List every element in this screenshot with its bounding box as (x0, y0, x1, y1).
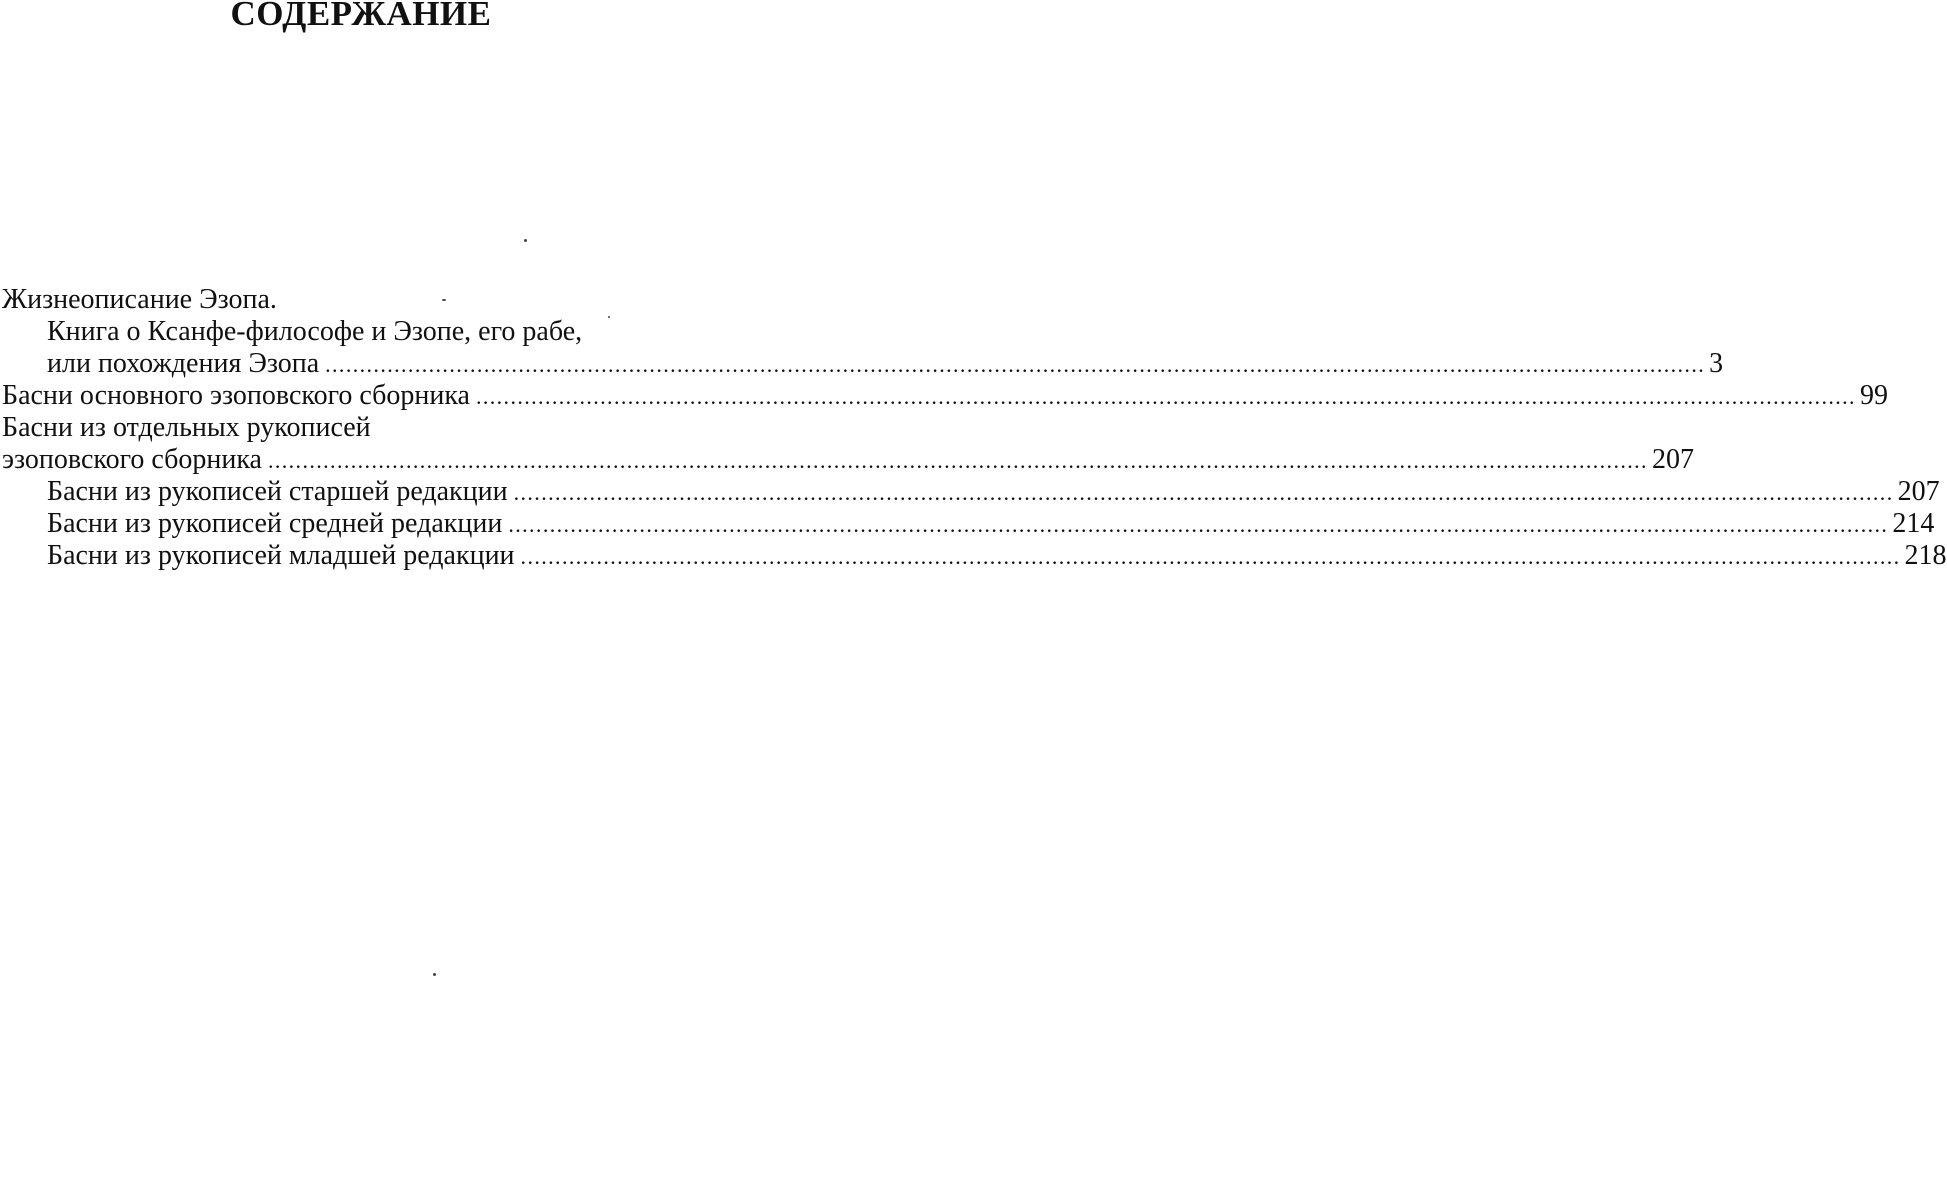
toc-entry-1-line-1: Жизнеописание Эзопа. (2, 284, 277, 315)
toc-entry-5-page: 214 (1892, 508, 1935, 539)
dot-leader: ........................................................................................................................................................................................................ (325, 352, 1706, 377)
toc-entry-6 (0, 540, 1947, 572)
toc-entry-5-text: Басни из рукописей средней редакции (47, 508, 503, 539)
toc-entry-5 (0, 508, 1935, 540)
toc-entry-1-line-3-text: или похождения Эзопа (47, 348, 320, 379)
page-title: СОДЕРЖАНИЕ (230, 0, 492, 33)
toc-entry-3-line-2-text: эзоповского сборника (2, 444, 262, 475)
scan-speck (608, 316, 610, 318)
toc-entry-2-page: 99 (1859, 380, 1888, 411)
toc-entry-1-page: 3 (1709, 348, 1724, 379)
toc-entry-2-text: Басни основного эзоповского сборника (2, 380, 470, 411)
toc-entry-6-page: 218 (1904, 540, 1947, 571)
toc-entry-2 (0, 380, 1888, 412)
dot-leader: ........................................................................................................................................................................................................ (475, 384, 1856, 409)
toc-entry-3-line-2 (0, 444, 1694, 476)
toc-entry-1-line-3 (0, 348, 1724, 380)
dot-leader: ........................................................................................................................................................................................................ (520, 544, 1901, 569)
scan-speck (442, 299, 446, 301)
toc-entry-3-page: 207 (1651, 444, 1694, 475)
toc-entry-4 (0, 476, 1940, 508)
toc-entry-6-text: Басни из рукописей младшей редакции (47, 540, 515, 571)
dot-leader: ........................................................................................................................................................................................................ (513, 480, 1894, 505)
scan-speck (524, 239, 527, 242)
toc-entry-4-page: 207 (1897, 476, 1940, 507)
table-of-contents (0, 284, 1947, 572)
toc-entry-3-line-1: Басни из отдельных рукописей (2, 412, 371, 443)
toc-entry-1-line-2: Книга о Ксанфе-философе и Эзопе, его рабе, (47, 316, 583, 347)
dot-leader: ........................................................................................................................................................................................................ (267, 448, 1648, 473)
dot-leader: ........................................................................................................................................................................................................ (508, 512, 1889, 537)
toc-entry-4-text: Басни из рукописей старшей редакции (47, 476, 508, 507)
scan-speck (433, 973, 436, 976)
